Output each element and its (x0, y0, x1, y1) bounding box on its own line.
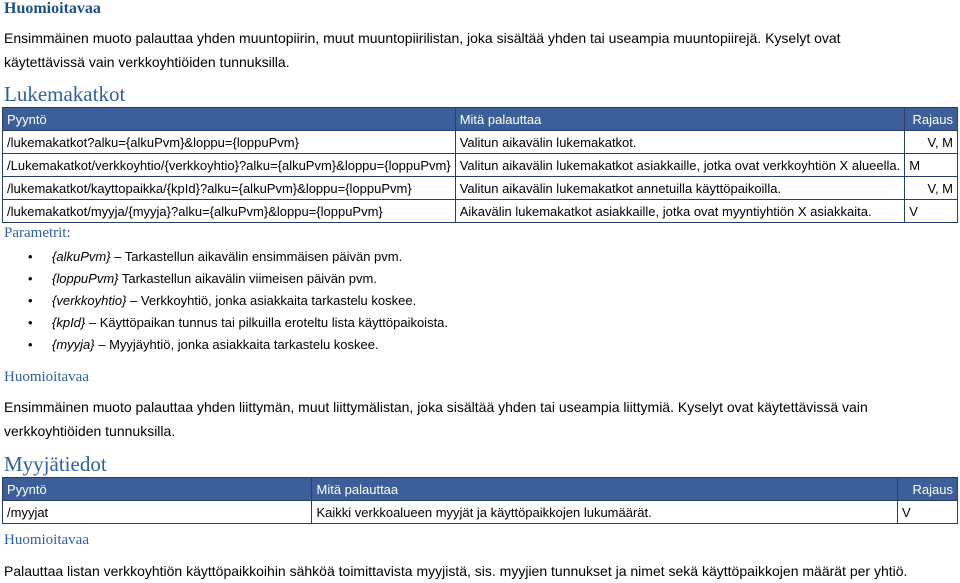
param-name: {kpId} (52, 315, 86, 330)
cell-request: /lukemakatkot?alku={alkuPvm}&loppu={loppuPvm} (3, 131, 456, 154)
cell-request: /myyjat (3, 501, 312, 524)
table-row (3, 200, 958, 223)
header-rajaus: Rajaus (905, 108, 958, 131)
cell-returns: Valitun aikavälin lukemakatkot annetuilla käyttöpaikoilla. (455, 177, 905, 200)
cell-request: /Lukemakatkot/verkkoyhtio/{verkkoyhtio}?alku={alkuPvm}&loppu={loppuPvm} (3, 154, 456, 177)
param-desc: – Myyjäyhtiö, jonka asiakkaita tarkastelu koskee. (94, 337, 379, 352)
table-row (3, 131, 958, 154)
cell-request: /lukemakatkot/kayttopaikka/{kpId}?alku={alkuPvm}&loppu={loppuPvm} (3, 177, 456, 200)
header-rajaus: Rajaus (898, 478, 958, 501)
list-item (28, 246, 448, 268)
myyjatiedot-table (2, 477, 958, 524)
params-heading: Parametrit: (4, 225, 71, 241)
note-text-1: Ensimmäinen muoto palauttaa yhden muuntopiirin, muut muuntopiirilistan, joka sisältää yhden tai useampia muuntopiirejä. Kyselyt ovat käytettävissä vain verkkoyhtiöiden tunnuksilla. (4, 30, 841, 70)
list-item (28, 268, 448, 290)
table-row (3, 501, 958, 524)
param-name: {verkkoyhtio} (52, 293, 127, 308)
cell-request: /lukemakatkot/myyja/{myyja}?alku={alkuPvm}&loppu={loppuPvm} (3, 200, 456, 223)
cell-returns: Kaikki verkkoalueen myyjät ja käyttöpaikkojen lukumäärät. (312, 501, 898, 524)
params-list (28, 246, 448, 356)
param-desc: – Tarkastellun aikavälin ensimmäisen päivän pvm. (110, 249, 403, 264)
cell-returns: Valitun aikavälin lukemakatkot asiakkaille, jotka ovat verkkoyhtiön X alueella. (455, 154, 905, 177)
note-heading-3: Huomioitavaa (4, 532, 89, 548)
note-heading-1: Huomioitavaa (4, 0, 101, 17)
cell-scope: M (905, 154, 958, 177)
table-row (3, 177, 958, 200)
cell-returns: Valitun aikavälin lukemakatkot. (455, 131, 905, 154)
param-name: {myyja} (52, 337, 95, 352)
table-header-row (3, 478, 958, 501)
header-pyynto: Pyyntö (3, 108, 456, 131)
section-title-lukemakatkot: Lukemakatkot (4, 82, 126, 106)
list-item (28, 290, 448, 312)
param-name: {loppuPvm} (52, 271, 119, 286)
header-mita-palauttaa: Mitä palauttaa (455, 108, 905, 131)
cell-scope: V, M (905, 177, 958, 200)
cell-returns: Aikavälin lukemakatkot asiakkaille, jotka ovat myyntiyhtiön X asiakkaita. (455, 200, 905, 223)
cell-scope: V (898, 501, 958, 524)
cell-scope: V, M (905, 131, 958, 154)
param-desc: – Verkkoyhtiö, jonka asiakkaita tarkastelu koskee. (126, 293, 417, 308)
header-pyynto: Pyyntö (3, 478, 312, 501)
note-text-2: Ensimmäinen muoto palauttaa yhden liittymän, muut liittymälistan, joka sisältää yhden tai useampia liittymiä. Kyselyt ovat käytettävissä vain verkkoyhtiöiden tunnuksilla. (4, 399, 868, 439)
table-row (3, 154, 958, 177)
lukemakatkot-table (2, 107, 958, 223)
table-header-row (3, 108, 958, 131)
param-desc: – Käyttöpaikan tunnus tai pilkuilla eroteltu lista käyttöpaikoista. (85, 315, 449, 330)
note-text-3: Palauttaa listan verkkoyhtiön käyttöpaikkoihin sähköä toimittavista myyjistä, sis. myyjien tunnukset ja nimet sekä käyttöpaikkojen määrät per yhtiö. (4, 563, 908, 579)
cell-scope: V (905, 200, 958, 223)
section-title-myyjatiedot: Myyjätiedot (4, 452, 107, 476)
header-mita-palauttaa: Mitä palauttaa (312, 478, 898, 501)
note-heading-2: Huomioitavaa (4, 369, 89, 385)
list-item (28, 312, 448, 334)
param-name: {alkuPvm} (52, 249, 111, 264)
param-desc: Tarkastellun aikavälin viimeisen päivän pvm. (118, 271, 377, 286)
list-item (28, 334, 448, 356)
